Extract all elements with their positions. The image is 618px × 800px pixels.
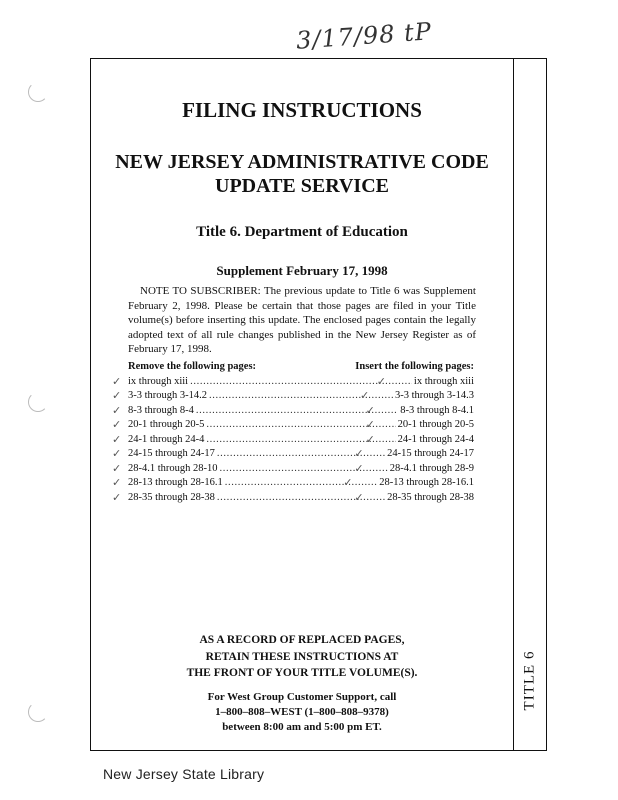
remove-pages: ix through xiii: [128, 375, 189, 387]
insert-pages: 24-1 through 24-4: [397, 433, 474, 445]
insert-pages: 8-3 through 8-4.1: [400, 404, 474, 416]
remove-pages: 24-15 through 24-17: [128, 448, 215, 459]
checkmark-icon: ✓: [365, 432, 375, 446]
insert-pages: ix through xiii: [413, 375, 474, 387]
subscriber-note: [128, 284, 476, 357]
title-tab: [513, 640, 547, 720]
record-line: AS A RECORD OF REPLACED PAGES,: [199, 634, 405, 646]
support-phone: 1–800–808–WEST (1–800–808–9378): [215, 706, 389, 718]
table-row: [112, 461, 474, 477]
punch-hole-mark: [28, 392, 48, 412]
title-tab-label: TITLE 6: [521, 650, 538, 710]
insert-pages: 3-3 through 3-14.3: [394, 390, 474, 401]
insert-pages: 28-35 through 28-38: [387, 491, 474, 503]
checkmark-icon: ✓: [354, 461, 364, 475]
table-row: [112, 476, 474, 491]
insert-header: Insert the following pages:: [355, 361, 474, 372]
subscriber-note-text: NOTE TO SUBSCRIBER: The previous update to Title 6 was Supplement February 2, 1998. Please be certain that those pages are filed in your Title volume(s) before inserting this update. The enclosed pages contain the legally adopted text of all rule changes published in the New Jersey Register as of February 17, 1998.: [128, 285, 476, 355]
table-row: [112, 374, 474, 390]
remove-pages: 28-35 through 28-38: [128, 491, 215, 503]
table-row: [112, 447, 474, 462]
checkmark-icon: ✓: [359, 389, 370, 402]
remove-pages: 28-13 through 28-16.1: [128, 477, 223, 488]
checkmark-icon: ✓: [343, 476, 353, 489]
page-replacement-list: [112, 360, 474, 505]
remove-header: Remove the following pages:: [128, 361, 257, 372]
code-title-line: UPDATE SERVICE: [215, 175, 389, 197]
checkmark-icon: ✓: [376, 374, 386, 388]
page-title: FILING INSTRUCTIONS: [182, 98, 422, 122]
table-row: [112, 432, 474, 448]
record-instructions: [92, 632, 512, 682]
remove-pages: 3-3 through 3-14.2: [128, 390, 208, 401]
insert-pages: 28-4.1 through 28-9: [389, 462, 474, 474]
record-line: THE FRONT OF YOUR TITLE VOLUME(S).: [186, 667, 418, 679]
insert-pages: 24-15 through 24-17: [387, 448, 474, 459]
insert-pages: 20-1 through 20-5: [397, 419, 474, 430]
punch-hole-mark: [28, 82, 48, 102]
support-hours: between 8:00 am and 5:00 pm ET.: [222, 721, 382, 733]
table-row: [112, 403, 474, 419]
insert-pages: 28-13 through 28-16.1: [379, 477, 474, 488]
punch-hole-mark: [28, 702, 48, 722]
handwritten-date-note: 3/17/98 tP: [295, 17, 433, 55]
list-rows: [112, 374, 474, 506]
checkmark-icon: ✓: [112, 461, 122, 475]
checkmark-icon: ✓: [112, 374, 122, 388]
supplement-date: Supplement February 17, 1998: [216, 263, 388, 278]
code-title: [92, 150, 512, 198]
checkmark-icon: ✓: [112, 490, 122, 504]
checkmark-icon: ✓: [112, 418, 122, 431]
checkmark-icon: ✓: [112, 476, 122, 489]
support-line: For West Group Customer Support, call: [207, 691, 397, 703]
remove-pages: 20-1 through 20-5: [128, 419, 205, 430]
remove-pages: 24-1 through 24-4: [128, 433, 205, 445]
checkmark-icon: ✓: [112, 403, 122, 417]
customer-support: [92, 690, 512, 735]
table-row: [112, 418, 474, 433]
remove-pages: 28-4.1 through 28-10: [128, 462, 218, 474]
table-row: [112, 490, 474, 506]
checkmark-icon: ✓: [354, 447, 364, 460]
table-row: [112, 389, 474, 404]
code-title-line: NEW JERSEY ADMINISTRATIVE CODE: [115, 151, 489, 173]
checkmark-icon: ✓: [354, 490, 364, 504]
library-stamp: New Jersey State Library: [103, 766, 265, 782]
checkmark-icon: ✓: [365, 418, 375, 431]
remove-pages: 8-3 through 8-4: [128, 404, 194, 416]
checkmark-icon: ✓: [112, 447, 122, 460]
checkmark-icon: ✓: [365, 403, 375, 417]
leader-dots: [225, 476, 377, 491]
title-heading: Title 6. Department of Education: [196, 224, 408, 240]
record-line: RETAIN THESE INSTRUCTIONS AT: [205, 650, 399, 663]
list-header: [128, 360, 474, 375]
checkmark-icon: ✓: [112, 432, 122, 446]
checkmark-icon: ✓: [112, 389, 122, 402]
